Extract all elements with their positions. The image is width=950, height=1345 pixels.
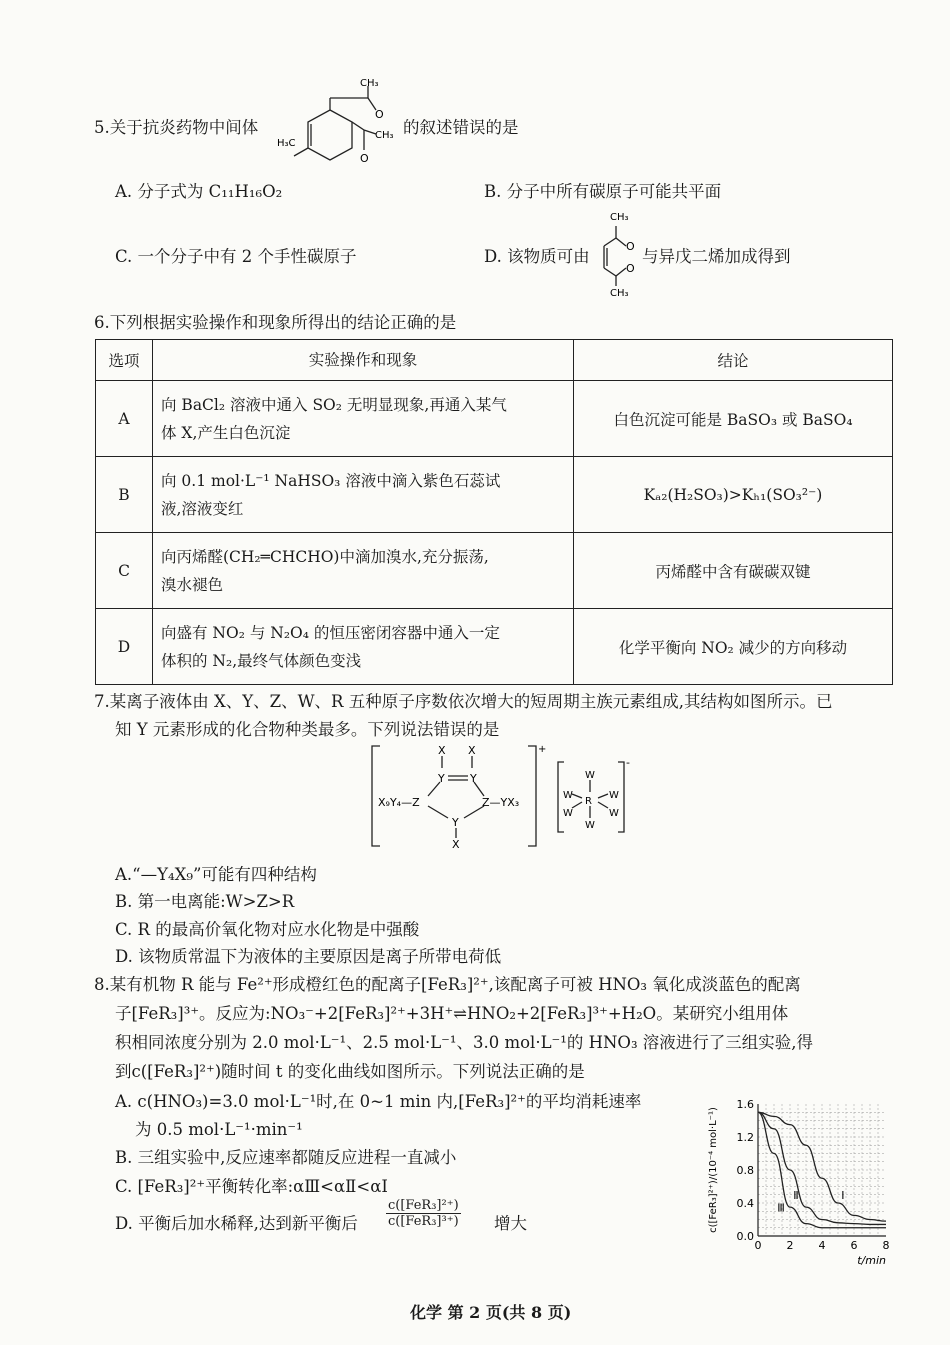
page-footer: 化学 第 2 页(共 8 页) bbox=[410, 1303, 572, 1322]
q6-row-c-conclusion: 丙烯醛中含有碳碳双键 bbox=[574, 533, 893, 609]
q8-fraction-numerator: c([FeR₃]²⁺) bbox=[388, 1198, 459, 1213]
q7-option-c: C. R 的最高价氧化物对应水化物是中强酸 bbox=[115, 920, 420, 939]
q7-w-label: W bbox=[563, 790, 573, 801]
chart-x-tick-label: 4 bbox=[818, 1239, 826, 1252]
chart-x-axis-label: t/min bbox=[857, 1254, 886, 1267]
q8-line3: 积相同浓度分别为 2.0 mol·L⁻¹、2.5 mol·L⁻¹、3.0 mol·L⁻¹的 HNO₃ 溶液进行了三组实验,得 bbox=[115, 1033, 814, 1052]
table-row bbox=[96, 609, 893, 685]
q6-row-a-option: A bbox=[96, 381, 153, 457]
chart-y-tick-label: 1.6 bbox=[736, 1098, 754, 1111]
q7-option-a: A.“—Y₄X₉”可能有四种结构 bbox=[115, 865, 317, 884]
q8-line2: 子[FeR₃]³⁺。反应为:NO₃⁻+2[FeR₃]²⁺+3H⁺⇌HNO₂+2[FeR₃]³⁺+H₂O。某研究小组用体 bbox=[115, 1004, 789, 1023]
q8-line4: 到c([FeR₃]²⁺)随时间 t 的变化曲线如图所示。下列说法正确的是 bbox=[115, 1062, 585, 1081]
q7-x-label: X bbox=[438, 744, 446, 757]
q6-row-c-operation: 向丙烯醛(CH₂═CHCHO)中滴加溴水,充分振荡, 溴水褪色 bbox=[153, 533, 574, 609]
chart-x-tick-label: 2 bbox=[786, 1239, 794, 1252]
q7-x-label: X bbox=[452, 838, 460, 851]
table-row bbox=[96, 457, 893, 533]
q7-y-label: Y bbox=[470, 772, 477, 785]
q7-x-label: X bbox=[468, 744, 476, 757]
q7-cation-charge: + bbox=[538, 744, 547, 755]
q7-left-group: X₉Y₄—Z bbox=[378, 796, 420, 809]
q6-row-a-conclusion: 白色沉淀可能是 BaSO₃ 或 BaSO₄ bbox=[574, 381, 893, 457]
q8-option-d-after: 增大 bbox=[494, 1214, 527, 1233]
q7-r-label: R bbox=[585, 796, 592, 807]
q7-y-label: Y bbox=[438, 772, 445, 785]
table-row bbox=[96, 381, 893, 457]
q7-right-group: Z—YX₃ bbox=[482, 796, 520, 809]
chart-x-tick-label: 0 bbox=[754, 1239, 762, 1252]
chart-x-tick-label: 8 bbox=[882, 1239, 890, 1252]
chart-y-tick-label: 0.8 bbox=[736, 1164, 754, 1177]
q8-option-b: B. 三组实验中,反应速率都随反应进程一直减小 bbox=[115, 1148, 457, 1167]
q7-w-label: W bbox=[563, 808, 573, 819]
q8-option-a-line2: 为 0.5 mol·L⁻¹·min⁻¹ bbox=[135, 1120, 303, 1139]
chart-y-tick-label: 0.4 bbox=[736, 1197, 754, 1210]
q7-ionic-structure bbox=[368, 742, 648, 852]
q6-table-header bbox=[96, 340, 893, 381]
q6-table bbox=[95, 339, 893, 685]
q7-stem-line2: 知 Y 元素形成的化合物种类最多。下列说法错误的是 bbox=[115, 720, 500, 739]
q6-header-operation: 实验操作和现象 bbox=[153, 340, 574, 381]
table-row bbox=[96, 533, 893, 609]
q5-stem-after: 的叙述错误的是 bbox=[403, 118, 519, 137]
q6-row-b-operation: 向 0.1 mol·L⁻¹ NaHSO₃ 溶液中滴入紫色石蕊试 液,溶液变红 bbox=[153, 457, 574, 533]
q6-header-option: 选项 bbox=[96, 340, 153, 381]
q5-d-ch3-top: CH₃ bbox=[610, 212, 629, 223]
q8-line1: 8.某有机物 R 能与 Fe²⁺形成橙红色的配离子[FeR₃]²⁺,该配离子可被 HNO₃ 氧化成淡蓝色的配离 bbox=[94, 975, 801, 994]
chart-y-tick-label: 0.0 bbox=[736, 1230, 754, 1243]
q8-option-a-line1: A. c(HNO₃)=3.0 mol·L⁻¹时,在 0~1 min 内,[FeR₃]²⁺的平均消耗速率 bbox=[115, 1092, 642, 1111]
chart-series-label: Ⅲ bbox=[777, 1201, 785, 1215]
q7-stem-line1: 7.某离子液体由 X、Y、Z、W、R 五种原子序数依次增大的短周期主族元素组成,其结构如图所示。已 bbox=[94, 692, 833, 711]
chart-series-label: Ⅱ bbox=[793, 1188, 799, 1202]
q6-row-c-option: C bbox=[96, 533, 153, 609]
q5-structure bbox=[272, 74, 412, 174]
chart-x-tick-label: 6 bbox=[850, 1239, 858, 1252]
q7-y-label: Y bbox=[452, 816, 459, 829]
q5-h3c-label: H₃C bbox=[277, 138, 296, 149]
q8-option-d-before: D. 平衡后加水稀释,达到新平衡后 bbox=[115, 1214, 358, 1233]
q7-w-label: W bbox=[609, 790, 619, 801]
q7-option-b: B. 第一电离能:W>Z>R bbox=[115, 892, 295, 911]
q6-row-a-operation: 向 BaCl₂ 溶液中通入 SO₂ 无明显现象,再通入某气 体 X,产生白色沉淀 bbox=[153, 381, 574, 457]
q5-option-b: B. 分子中所有碳原子可能共平面 bbox=[484, 182, 722, 201]
q7-w-label: W bbox=[585, 820, 595, 831]
q6-row-d-conclusion: 化学平衡向 NO₂ 减少的方向移动 bbox=[574, 609, 893, 685]
chart-y-tick-label: 1.2 bbox=[736, 1131, 754, 1144]
chart-series-label: Ⅰ bbox=[841, 1188, 845, 1202]
q7-anion-charge: - bbox=[626, 756, 630, 769]
q5-option-a: A. 分子式为 C₁₁H₁₆O₂ bbox=[115, 182, 283, 201]
q8-option-d-fraction bbox=[386, 1198, 461, 1229]
q8-option-c: C. [FeR₃]²⁺平衡转化率:αⅢ<αⅡ<αⅠ bbox=[115, 1177, 388, 1196]
q5-o2-label: O bbox=[360, 152, 369, 165]
q5-ch3-2-label: CH₃ bbox=[375, 130, 394, 141]
q6-stem: 6.下列根据实验操作和现象所得出的结论正确的是 bbox=[94, 313, 457, 332]
q5-option-c: C. 一个分子中有 2 个手性碳原子 bbox=[115, 247, 357, 266]
q5-d-o1: O bbox=[626, 240, 635, 253]
q6-row-d-option: D bbox=[96, 609, 153, 685]
chart-y-axis-label: c([FeR₃]²⁺)/(10⁻⁴ mol·L⁻¹) bbox=[708, 1107, 719, 1233]
q6-row-b-conclusion: Kₐ₂(H₂SO₃)>Kₕ₁(SO₃²⁻) bbox=[574, 457, 893, 533]
q6-row-d-operation: 向盛有 NO₂ 与 N₂O₄ 的恒压密闭容器中通入一定 体积的 N₂,最终气体颜色变浅 bbox=[153, 609, 574, 685]
q5-d-ch3-bottom: CH₃ bbox=[610, 288, 629, 298]
q7-w-label: W bbox=[585, 770, 595, 781]
q5-ch3-label: CH₃ bbox=[360, 78, 379, 89]
q5-d-o2: O bbox=[626, 262, 635, 275]
q6-header-conclusion: 结论 bbox=[574, 340, 893, 381]
q6-row-b-option: B bbox=[96, 457, 153, 533]
q5-o1-label: O bbox=[375, 108, 384, 121]
q7-w-label: W bbox=[609, 808, 619, 819]
q8-chart bbox=[700, 1088, 900, 1270]
q5-option-d-after: 与异戊二烯加成得到 bbox=[642, 247, 791, 266]
q5-option-d-before: D. 该物质可由 bbox=[484, 247, 590, 266]
q5-d-structure bbox=[594, 206, 644, 298]
q7-option-d: D. 该物质常温下为液体的主要原因是离子所带电荷低 bbox=[115, 947, 502, 966]
q5-stem-before: 5.关于抗炎药物中间体 bbox=[94, 118, 259, 137]
q8-fraction-denominator: c([FeR₃]³⁺) bbox=[388, 1214, 459, 1229]
